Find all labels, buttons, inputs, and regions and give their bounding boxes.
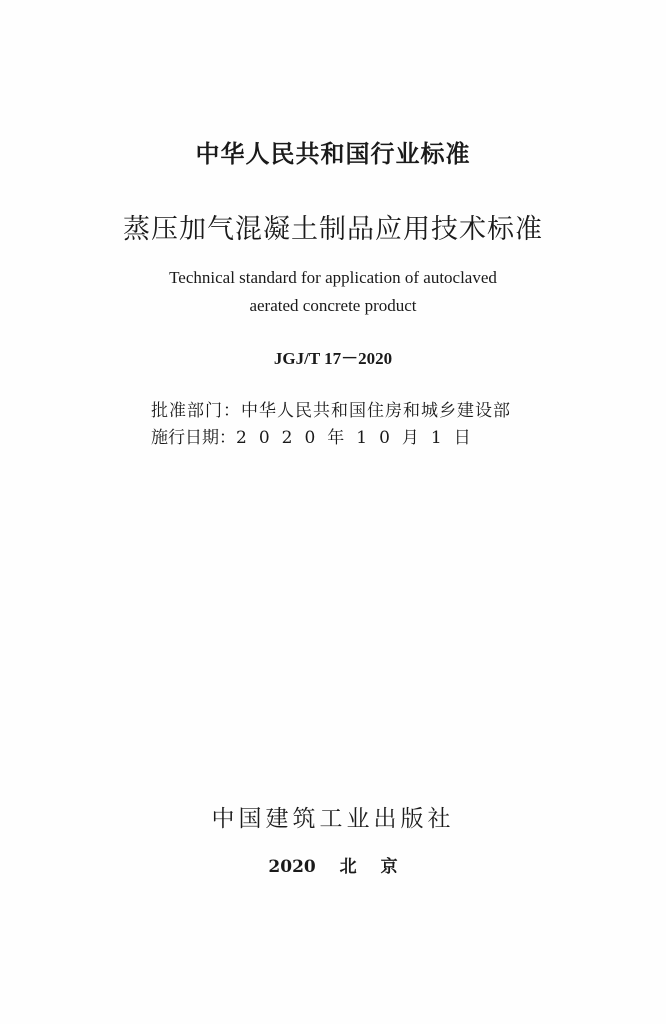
effective-date-value: 2020年10月1日: [236, 428, 483, 448]
industry-standard-heading: 中华人民共和国行业标准: [195, 140, 471, 168]
approval-line: [151, 396, 511, 421]
effective-date-line: [151, 423, 483, 448]
standard-code: JGJ/T 17－2020: [273, 349, 393, 368]
publisher-name: 中国建筑工业出版社: [211, 806, 455, 832]
approval-label: 批准部门：: [151, 401, 241, 421]
standard-title-chinese: 蒸压加气混凝土制品应用技术标准: [123, 214, 543, 245]
standard-title-english-line2: aerated concrete product: [249, 296, 417, 315]
effective-date-label: 施行日期：: [151, 428, 236, 448]
standard-title-english-line1: Technical standard for application of autoclaved: [169, 268, 497, 287]
approval-value: 中华人民共和国住房和城乡建设部: [241, 401, 511, 421]
publication-year-place: 2020 北 京: [268, 857, 398, 877]
